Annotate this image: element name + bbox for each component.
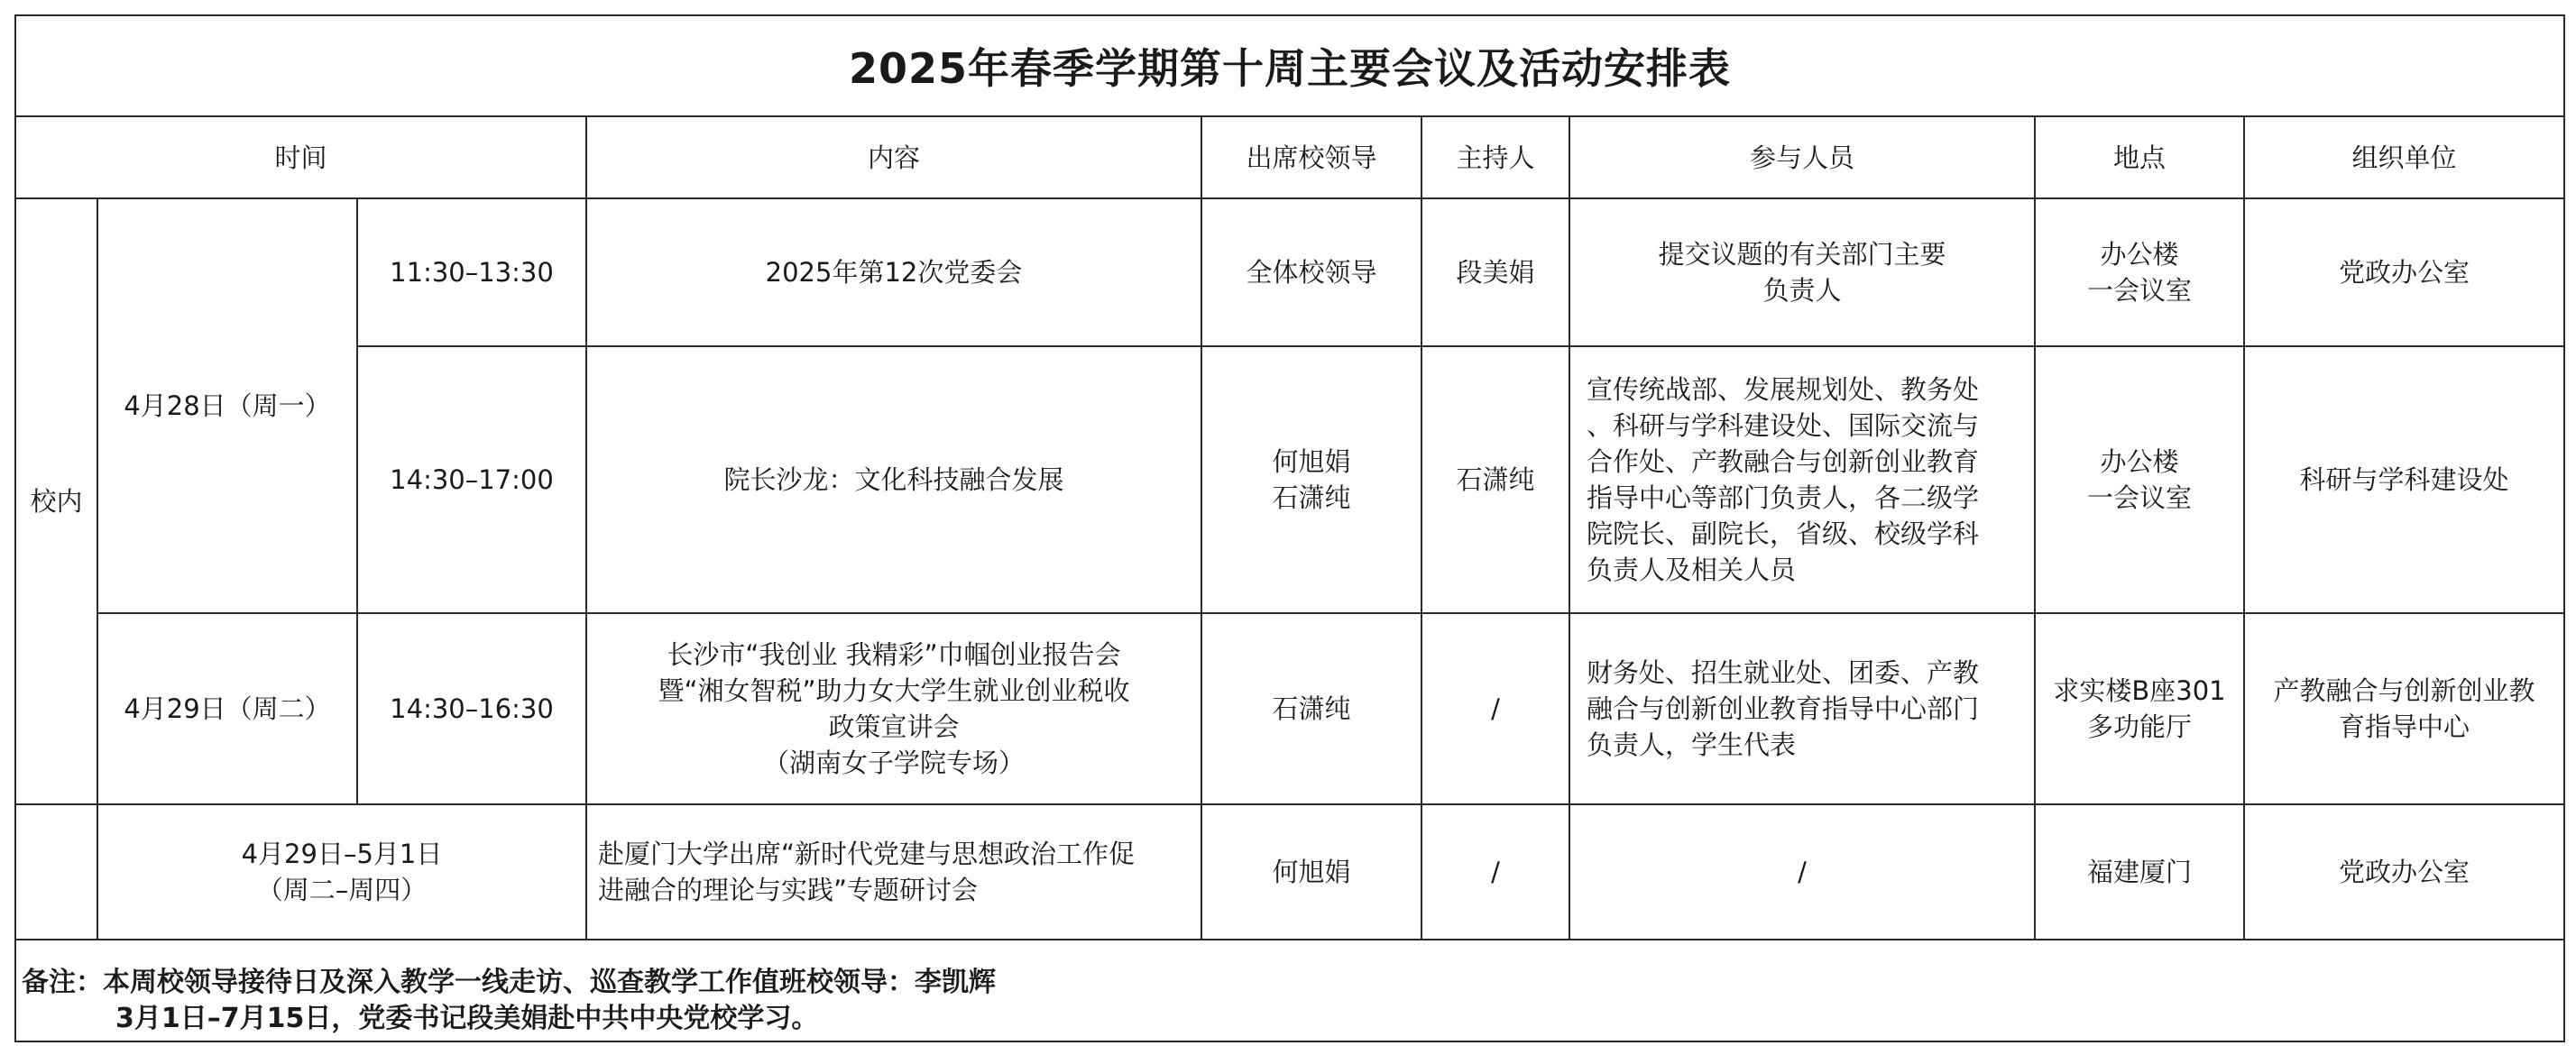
page-title: 2025年春季学期第十周主要会议及活动安排表 [16,16,2563,117]
table-row [16,346,2563,613]
table-row [16,613,2563,804]
header-organizer: 组织单位 [2244,117,2563,198]
header-host: 主持人 [1421,117,1569,198]
time-cell: 14:30–17:00 [357,346,586,613]
organizer-cell: 党政办公室 [2244,804,2563,940]
organizer-cell: 党政办公室 [2244,198,2563,346]
participants-cell: 宣传统战部、发展规划处、教务处 、科研与学科建设处、国际交流与 合作处、产教融合与创新创业教育 指导中心等部门负责人，各二级学 院院长、副院长，省级、校级学科 负责人及相关人员 [1569,346,2035,613]
content-cell: 长沙市“我创业 我精彩”巾帼创业报告会 暨“湘女智税”助力女大学生就业创业税收 政策宣讲会 （湖南女子学院专场） [586,613,1201,804]
host-cell: / [1421,804,1569,940]
time-cell: 11:30–13:30 [357,198,586,346]
participants-cell: / [1569,804,2035,940]
time-cell: 14:30–16:30 [357,613,586,804]
date-range-cell: 4月29日–5月1日 （周二–周四） [97,804,586,940]
host-cell: 段美娟 [1421,198,1569,346]
group-label-cell-empty [16,804,97,940]
remarks-line-1: 备注：本周校领导接待日及深入教学一线走访、巡查教学工作值班校领导：李凯辉 [22,967,996,998]
host-cell: 石潇纯 [1421,346,1569,613]
date-cell: 4月29日（周二） [97,613,357,804]
group-label-cell: 校内 [16,198,97,804]
remarks [16,954,2563,1042]
header-participants: 参与人员 [1569,117,2035,198]
participants-cell: 财务处、招生就业处、团委、产教 融合与创新创业教育指导中心部门 负责人，学生代表 [1569,613,2035,804]
header-row [16,117,2563,198]
content-cell: 2025年第12次党委会 [586,198,1201,346]
leaders-cell: 石潇纯 [1201,613,1421,804]
table-row [16,198,2563,346]
header-time: 时间 [16,117,586,198]
table-row [16,804,2563,940]
host-cell: / [1421,613,1569,804]
organizer-cell: 产教融合与创新创业教 育指导中心 [2244,613,2563,804]
location-cell: 求实楼B座301 多功能厅 [2035,613,2244,804]
leaders-cell: 何旭娟 石潇纯 [1201,346,1421,613]
header-leaders: 出席校领导 [1201,117,1421,198]
location-cell: 办公楼 一会议室 [2035,346,2244,613]
leaders-cell: 何旭娟 [1201,804,1421,940]
date-cell: 4月28日（周一） [97,198,357,613]
header-location: 地点 [2035,117,2244,198]
schedule-sheet [14,14,2565,1042]
remarks-line-2: 3月1日–7月15日，党委书记段美娟赴中共中央党校学习。 [115,1003,819,1034]
location-cell: 办公楼 一会议室 [2035,198,2244,346]
schedule-table [16,117,2563,940]
organizer-cell: 科研与学科建设处 [2244,346,2563,613]
content-cell: 赴厦门大学出席“新时代党建与思想政治工作促 进融合的理论与实践”专题研讨会 [586,804,1201,940]
location-cell: 福建厦门 [2035,804,2244,940]
participants-cell: 提交议题的有关部门主要 负责人 [1569,198,2035,346]
header-content: 内容 [586,117,1201,198]
leaders-cell: 全体校领导 [1201,198,1421,346]
content-cell: 院长沙龙：文化科技融合发展 [586,346,1201,613]
